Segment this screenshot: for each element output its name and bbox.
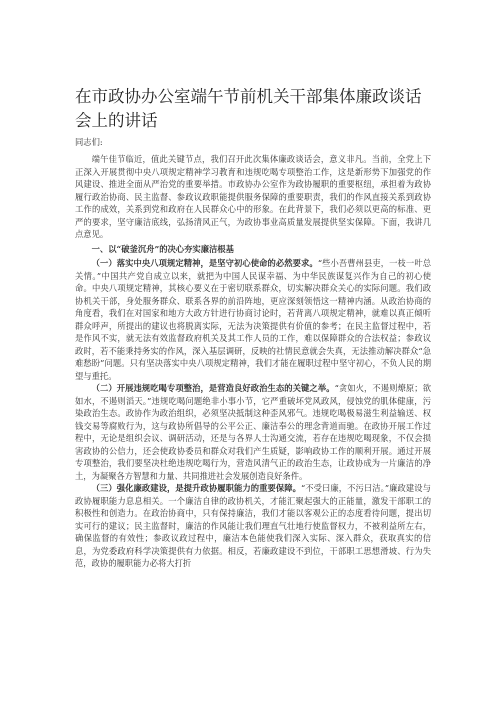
intro-paragraph: 端午佳节临近，值此关键节点，我们召开此次集体廉政谈话会，意义非凡。当前，全党上下正深入开展贯彻中央八项规定精神学习教育和违规吃喝专项整治工作，这是新形势下加强党的作风建设、推进全面从严治党的重要举措。市政协办公室作为政协履职的重要枢纽，承担着为政协履行政治协商、民主监督、参政议政职能提供服务保障的重要职责，我们的作风直接关系到政协工作的成效，关系到党和政府在人民群众心中的形象。在此背景下，我们必须以更高的标准、更严的要求，坚守廉洁底线，弘扬清风正气，为政协事业高质量发展提供坚实保障。下面，我讲几点意见。 xyxy=(75,154,431,239)
paragraph-2 xyxy=(75,382,431,482)
document-body xyxy=(75,153,431,570)
paragraph-2-lead: （二）开展违规吃喝专项整治，是营造良好政治生态的关键之举。 xyxy=(91,383,335,393)
paragraph-2-text: “贪如火，不遏则燎原；欲如水，不遏则滔天。”违规吃喝问题绝非小事小节，它严重破坏党风政风，侵蚀党的肌体健康，污染政治生态。政协作为政治组织，必须坚决抵制这种歪风邪气。违规吃喝极易滋生利益输送、权钱交易等腐败行为，这与政协所倡导的公平公正、廉洁奉公的理念背道而驰。在政协开展工作过程中，无论是组织会议、调研活动，还是与各界人士沟通交流，若存在违规吃喝现象，不仅会损害政协的公信力，还会使政协委员和群众对我们产生质疑，影响政协工作的顺利开展。通过开展专项整治，我们要坚决杜绝违规吃喝行为，营造风清气正的政治生态，让政协成为一片廉洁的净土，为凝聚各方智慧和力量、共同推进社会发展创造良好条件。 xyxy=(75,383,431,481)
document-title: 在市政协办公室端午节前机关干部集体廉政谈话会上的讲话 xyxy=(75,87,422,131)
paragraph-3-lead: （三）强化廉政建设，是提升政协履职能力的重要保障。 xyxy=(91,483,301,493)
paragraph-1 xyxy=(75,257,431,382)
paragraph-1-text: “些小吾曹州县吏，一枝一叶总关情。”中国共产党自成立以来，就把为中国人民谋幸福、为中华民族谋复兴作为自己的初心使命。中央八项规定精神，其核心要义在于密切联系群众，切实解决群众关心的实际问题。我们政协机关干部，身处服务群众、联系各界的前沿阵地，更应深刻领悟这一精神内涵。从政治协商的角度看，我们在对国家和地方大政方针进行协商讨论时，若背离八项规定精神，就难以真正倾听群众呼声，所提出的建议也将脱离实际，无法为决策提供有价值的参考；在民主监督过程中，若是作风不实，就无法有效监督政府机关及其工作人员的工作，难以保障群众的合法权益；参政议政时，若不能秉持务实的作风，深入基层调研，反映的社情民意就会失真，无法推动解决群众“急难愁盼”问题。只有坚决落实中央八项规定精神，我们才能在履职过程中坚守初心，不负人民的期望与重托。 xyxy=(75,258,431,381)
paragraph-3 xyxy=(75,482,431,570)
section-heading: 一、以“破釜沉舟”的决心夯实廉洁根基 xyxy=(91,243,234,254)
paragraph-3-text: “不受曰廉，不污曰洁。”廉政建设与政协履职能力息息相关。一个廉洁自律的政协机关，才能汇聚起强大的正能量，激发干部职工的积极性和创造力。在政治协商中，只有保持廉洁，我们才能以客观公正的态度看待问题，提出切实可行的建议；民主监督时，廉洁的作风能让我们理直气壮地行使监督权力，不被利益所左右，确保监督的有效性；参政议政过程中，廉洁本色能使我们深入实际、深入群众，获取真实的信息，为党委政府科学决策提供有力依据。相反，若廉政建设不到位，干部职工思想滑坡、行为失范，政协的履职能力必将大打折 xyxy=(75,483,431,568)
paragraph-1-lead: （一）落实中央八项规定精神，是坚守初心使命的必然要求。 xyxy=(91,258,318,268)
salutation: 同志们: xyxy=(75,137,103,147)
